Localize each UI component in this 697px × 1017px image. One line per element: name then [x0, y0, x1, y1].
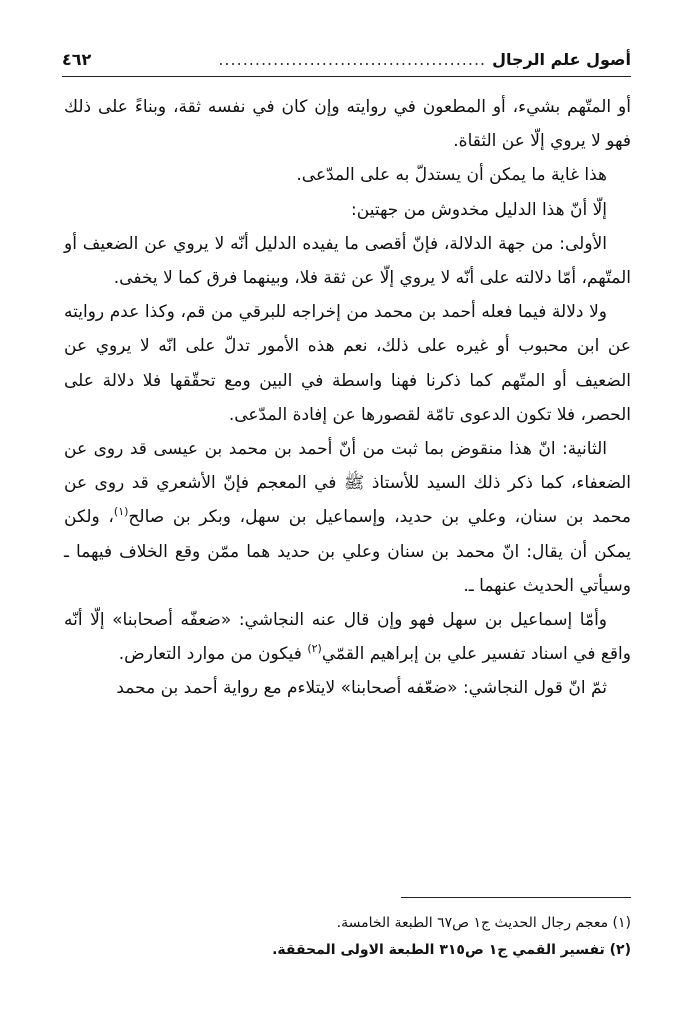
paragraph-6 — [64, 432, 631, 603]
leader-dots: ............................................ — [218, 49, 487, 69]
paragraph-4: الأولى: من جهة الدلالة، فإنّ أقصى ما يفيده الدليل أنّه لا يروي عن الضعيف أو المتّهم، أمّا دلالته على أنّه لا يروي إلّا عن ثقة فلا، وبينهما فرق كما لا يخفى. — [64, 233, 631, 289]
footnote-ref-2: (٢) — [307, 642, 322, 656]
page-number: ٤٦٢ — [62, 49, 92, 69]
paragraph-1: أو المتّهم بشيء، أو المطعون في روايته وإن كان في نفسه ثقة، وبناءً على ذلك فهو لا يروي إلّا عن الثقاة. — [64, 97, 631, 152]
footnote-2: (٢) تفسير القمي ج١ ص٣١٥ الطبعة الاولى المحققة. — [272, 942, 631, 958]
footnote-ref-1: (١) — [113, 505, 129, 519]
paragraph-8: ثمّ انّ قول النجاشي: «ضعّفه أصحابنا» لايتلاءم مع رواية أحمد بن محمد — [116, 678, 607, 699]
footnote-rule — [401, 897, 631, 898]
paragraph-6-text-b: ، ولكن يمكن أن يقال: انّ محمد بن سنان وعلي بن حديد هما ممّن وقع الخلاف فيهما ـ وسيأتي الحديث عنهما ـ. — [64, 507, 631, 596]
paragraph-3: إلّا أنّ هذا الدليل مخدوش من جهتين: — [351, 199, 607, 220]
paragraph-7-text-a: وأمّا إسماعيل بن سهل فهو وإن قال عنه النجاشي: «ضعفّه أصحابنا» إلّا أنّه واقع في اسناد تفسير علي بن إبراهيم القمّي — [64, 610, 631, 665]
header-rule — [62, 76, 631, 77]
book-title: أصول علم الرجال — [492, 49, 631, 69]
paragraph-7-text-b: فيكون من موارد التعارض. — [118, 644, 308, 665]
main-text — [64, 90, 631, 706]
paragraph-2: هذا غاية ما يمكن أن يستدلّ به على المدّعى. — [296, 165, 607, 186]
footnotes — [64, 910, 631, 964]
paragraph-6-text-a: الثانية: انّ هذا منقوض بما ثبت من أنّ أحمد بن محمد بن عيسى قد روى عن الضعفاء، كما ذكر ذلك السيد للأستاذ ﷺ في المعجم فإنّ الأشعري قد روى عن محمد بن سنان، وعلي بن حديد، وإسماعيل بن سهل، وبكر بن صالح — [64, 439, 632, 528]
running-header — [62, 44, 631, 74]
paragraph-5: ولا دلالة فيما فعله أحمد بن محمد من إخراجه للبرقي من قم، وكذا عدم روايته عن ابن محبوب أو غيره على ذلك، نعم هذه الأمور تدلّ على انّه لا يروي عن الضعيف أو المتّهم كما ذكرنا فهنا واسطة في البين ومع تحقّقها فلا دلالة على الحصر، فلا تكون الدعوى تامّة لقصورها عن إفادة المدّعى. — [64, 302, 631, 425]
paragraph-7 — [64, 603, 631, 671]
footnote-1: (١) معجم رجال الحديث ج١ ص٦٧ الطبعة الخامسة. — [336, 915, 631, 931]
